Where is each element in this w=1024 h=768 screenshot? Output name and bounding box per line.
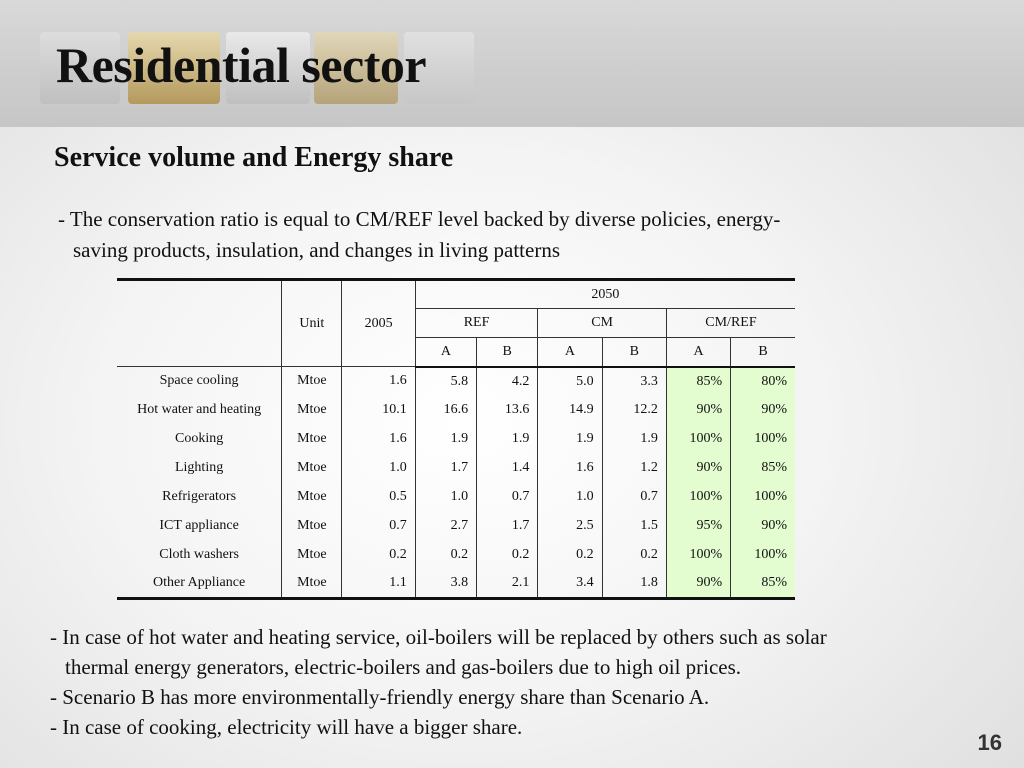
scenario-header: B	[731, 338, 795, 367]
row-cm-b: 1.2	[602, 454, 666, 483]
note-line: - In case of hot water and heating service, oil-boilers will be replaced by others such as solar	[50, 625, 827, 649]
row-ratio-a: 100%	[666, 483, 730, 512]
scenario-header: A	[666, 338, 730, 367]
intro-line: saving products, insulation, and changes in living patterns	[73, 238, 560, 262]
table-row	[117, 396, 795, 425]
row-ref-a: 0.2	[415, 541, 476, 570]
row-cm-a: 2.5	[538, 512, 602, 541]
table-row	[117, 425, 795, 454]
note-line: thermal energy generators, electric-boilers and gas-boilers due to high oil prices.	[65, 655, 742, 679]
row-cm-b: 1.8	[602, 570, 666, 599]
scenario-header: B	[477, 338, 538, 367]
row-ref-b: 0.7	[477, 483, 538, 512]
row-ratio-a: 100%	[666, 541, 730, 570]
row-ref-a: 2.7	[415, 512, 476, 541]
group-header-cm-ref: CM/REF	[666, 309, 795, 338]
row-2005-value: 0.2	[342, 541, 415, 570]
row-ref-b: 13.6	[477, 396, 538, 425]
row-cm-a: 1.0	[538, 483, 602, 512]
row-unit: Mtoe	[282, 512, 342, 541]
row-ratio-b: 100%	[731, 425, 795, 454]
row-2005-value: 1.0	[342, 454, 415, 483]
row-ratio-b: 90%	[731, 512, 795, 541]
row-ratio-b: 80%	[731, 367, 795, 396]
row-ratio-a: 95%	[666, 512, 730, 541]
row-item-label: Cloth washers	[117, 541, 282, 570]
table-row	[117, 483, 795, 512]
energy-share-table	[117, 278, 795, 600]
row-ref-a: 1.9	[415, 425, 476, 454]
row-ratio-b: 85%	[731, 454, 795, 483]
row-unit: Mtoe	[282, 367, 342, 396]
row-unit: Mtoe	[282, 396, 342, 425]
row-2005-value: 0.7	[342, 512, 415, 541]
page-number: 16	[977, 730, 1002, 755]
row-2005-value: 0.5	[342, 483, 415, 512]
scenario-header: A	[415, 338, 476, 367]
table-row	[117, 541, 795, 570]
row-ratio-a: 100%	[666, 425, 730, 454]
slide-subtitle: Service volume and Energy share	[54, 142, 454, 173]
note-line: - Scenario B has more environmentally-friendly energy share than Scenario A.	[50, 685, 710, 709]
row-cm-a: 1.6	[538, 454, 602, 483]
row-cm-b: 0.2	[602, 541, 666, 570]
row-ratio-b: 100%	[731, 483, 795, 512]
table-row	[117, 454, 795, 483]
row-item-label: ICT appliance	[117, 512, 282, 541]
row-item-label: Lighting	[117, 454, 282, 483]
row-ratio-a: 90%	[666, 570, 730, 599]
row-ratio-a: 90%	[666, 396, 730, 425]
row-ref-b: 2.1	[477, 570, 538, 599]
year-2005-header: 2005	[342, 280, 415, 367]
year-2050-header: 2050	[415, 280, 795, 309]
scenario-header: B	[602, 338, 666, 367]
row-cm-b: 1.5	[602, 512, 666, 541]
row-unit: Mtoe	[282, 425, 342, 454]
row-unit: Mtoe	[282, 483, 342, 512]
row-2005-value: 1.6	[342, 425, 415, 454]
row-cm-a: 14.9	[538, 396, 602, 425]
row-ref-b: 1.9	[477, 425, 538, 454]
row-ref-b: 0.2	[477, 541, 538, 570]
row-unit: Mtoe	[282, 570, 342, 599]
row-ref-a: 1.0	[415, 483, 476, 512]
row-cm-b: 12.2	[602, 396, 666, 425]
intro-line: - The conservation ratio is equal to CM/REF level backed by diverse policies, energy-	[58, 207, 781, 231]
row-unit: Mtoe	[282, 541, 342, 570]
row-cm-a: 5.0	[538, 367, 602, 396]
row-item-label: Hot water and heating	[117, 396, 282, 425]
item-column-header	[117, 280, 282, 367]
table-row	[117, 512, 795, 541]
row-item-label: Cooking	[117, 425, 282, 454]
table-row	[117, 570, 795, 599]
row-ref-b: 1.7	[477, 512, 538, 541]
notes-text	[50, 622, 1010, 742]
note-line: - In case of cooking, electricity will have a bigger share.	[50, 715, 523, 739]
row-2005-value: 10.1	[342, 396, 415, 425]
row-ref-b: 1.4	[477, 454, 538, 483]
table-row	[117, 367, 795, 396]
row-ratio-b: 90%	[731, 396, 795, 425]
row-item-label: Refrigerators	[117, 483, 282, 512]
row-item-label: Other Appliance	[117, 570, 282, 599]
row-ref-a: 3.8	[415, 570, 476, 599]
group-header-cm: CM	[538, 309, 667, 338]
row-cm-a: 1.9	[538, 425, 602, 454]
row-2005-value: 1.6	[342, 367, 415, 396]
table-body	[117, 367, 795, 599]
row-ratio-a: 85%	[666, 367, 730, 396]
row-ratio-a: 90%	[666, 454, 730, 483]
row-cm-b: 3.3	[602, 367, 666, 396]
row-cm-b: 0.7	[602, 483, 666, 512]
row-2005-value: 1.1	[342, 570, 415, 599]
row-item-label: Space cooling	[117, 367, 282, 396]
group-header-ref: REF	[415, 309, 538, 338]
unit-column-header: Unit	[282, 280, 342, 367]
row-ref-a: 5.8	[415, 367, 476, 396]
row-ref-a: 1.7	[415, 454, 476, 483]
scenario-header: A	[538, 338, 602, 367]
intro-text	[58, 204, 958, 266]
slide-title: Residential sector	[56, 37, 427, 93]
row-cm-a: 3.4	[538, 570, 602, 599]
row-ref-b: 4.2	[477, 367, 538, 396]
row-cm-b: 1.9	[602, 425, 666, 454]
row-unit: Mtoe	[282, 454, 342, 483]
row-ratio-b: 85%	[731, 570, 795, 599]
row-ref-a: 16.6	[415, 396, 476, 425]
row-cm-a: 0.2	[538, 541, 602, 570]
row-ratio-b: 100%	[731, 541, 795, 570]
